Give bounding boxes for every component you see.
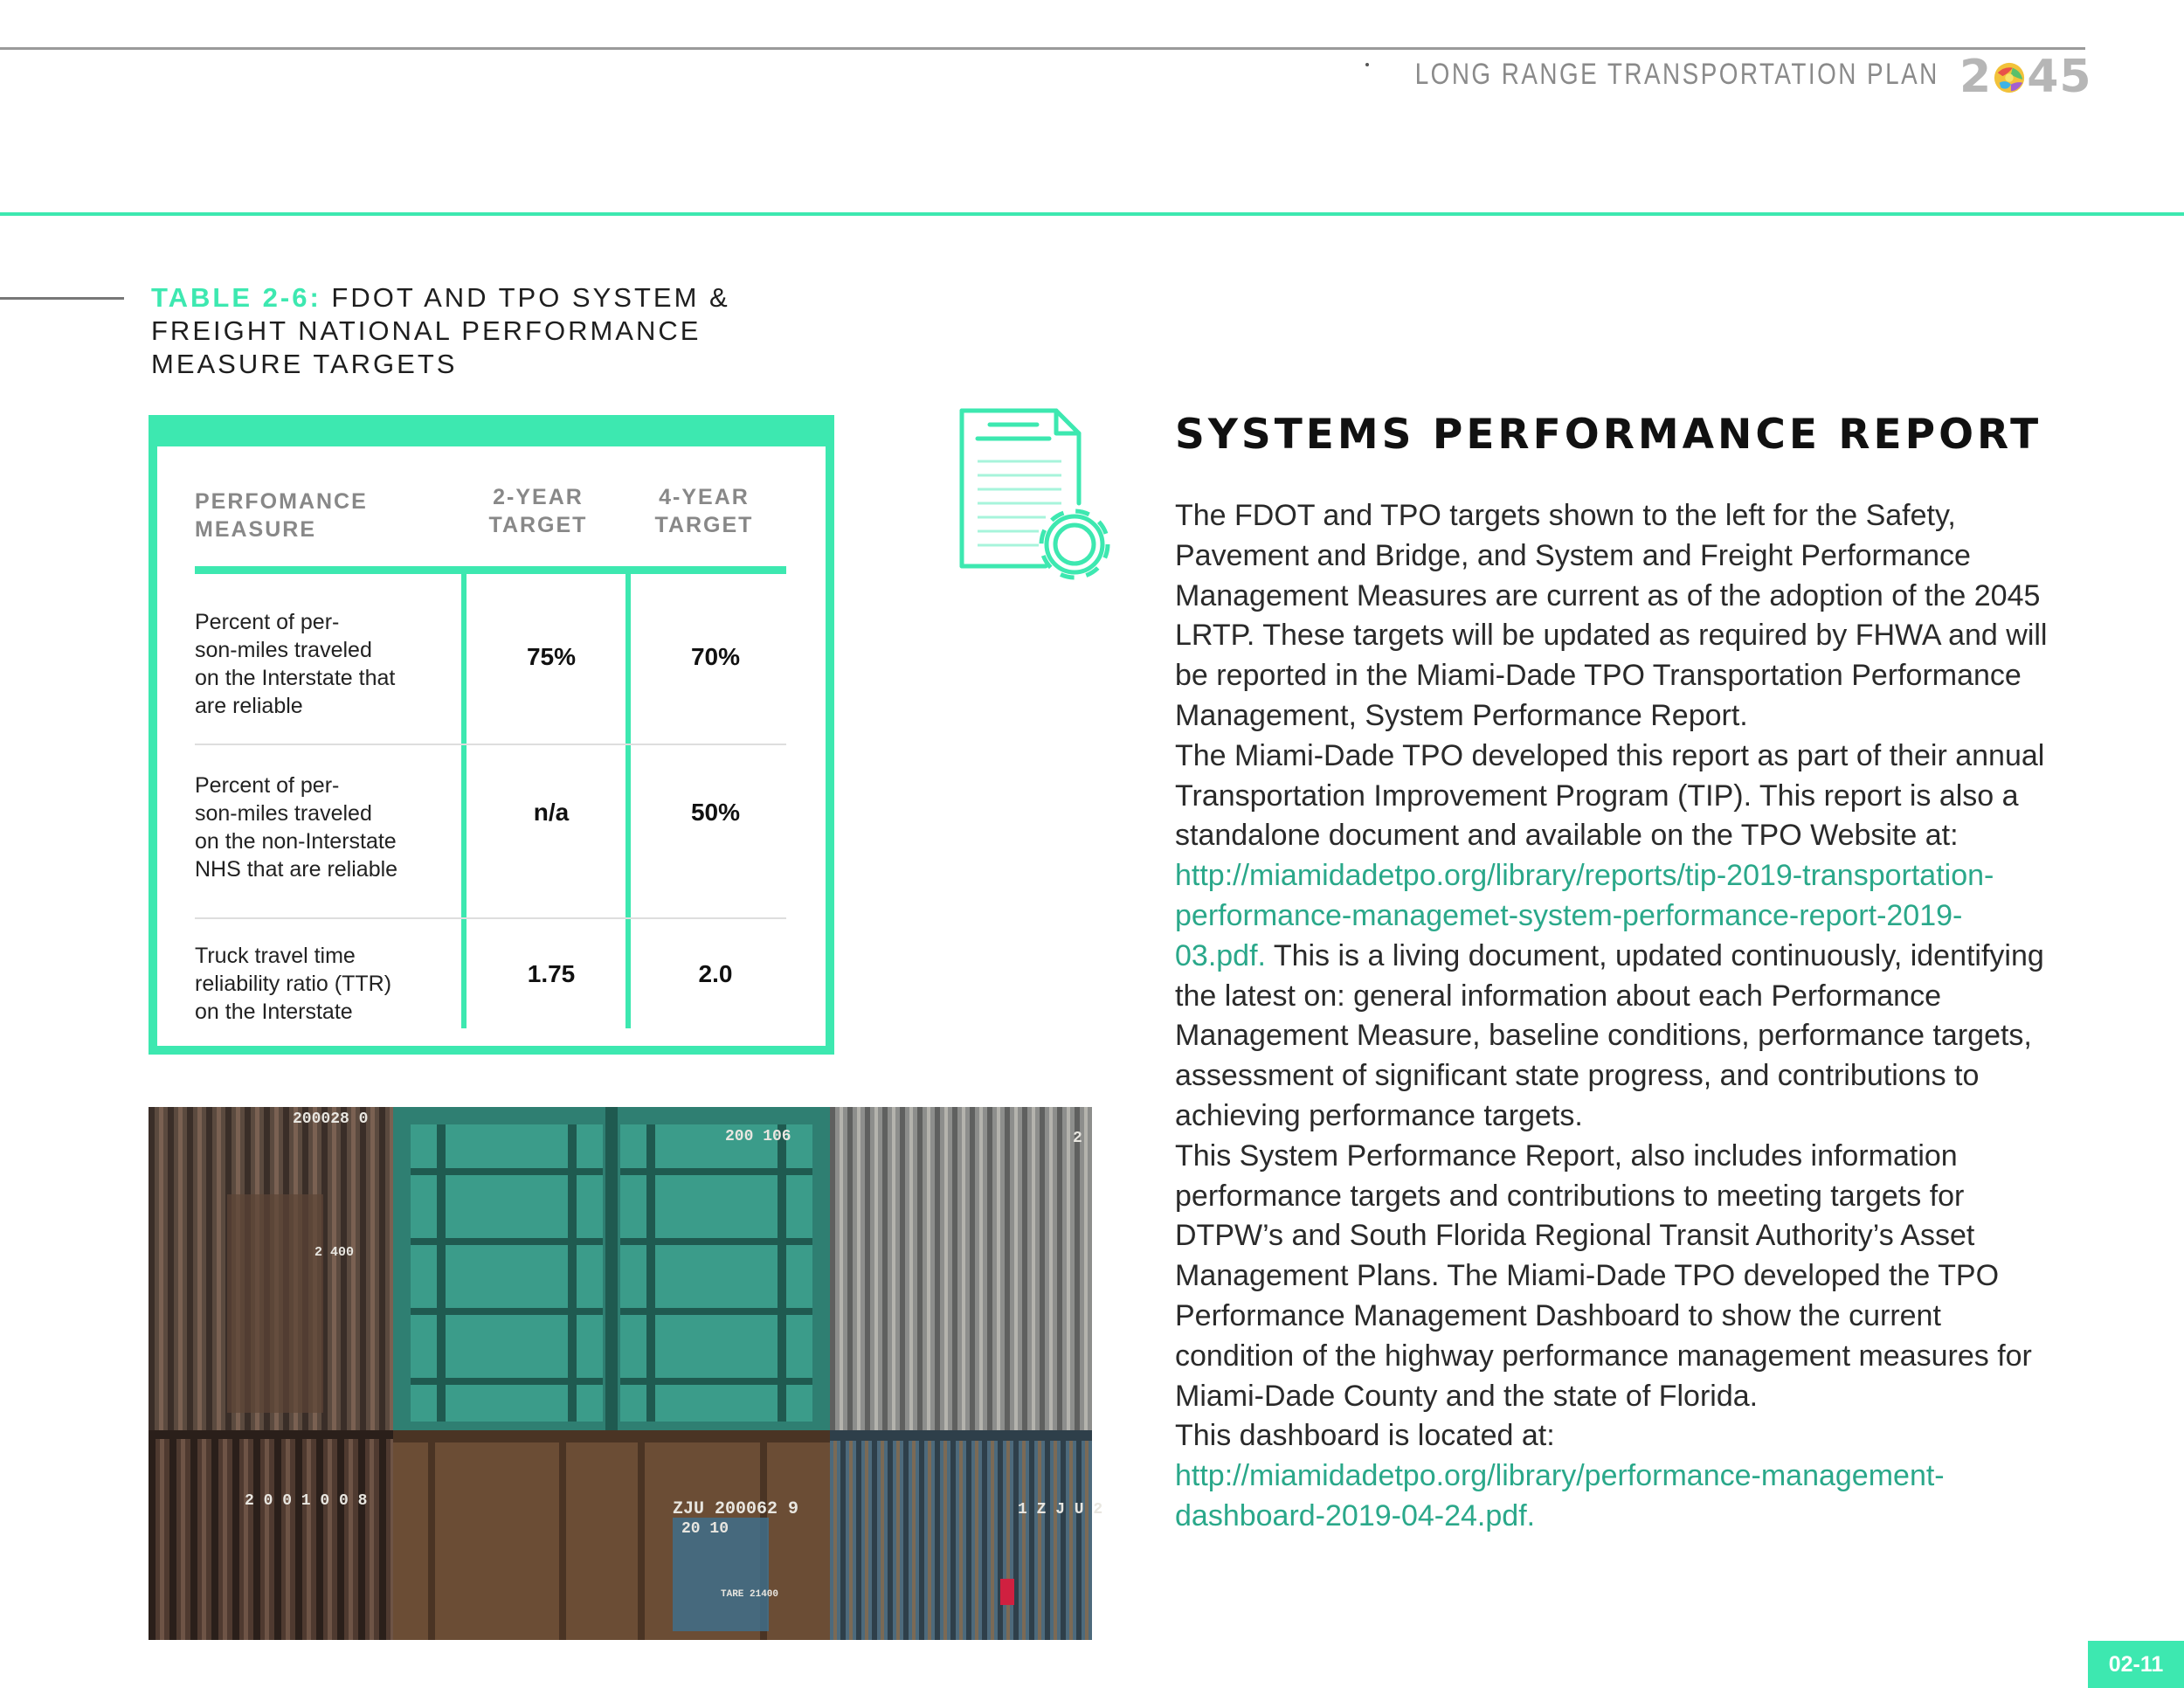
container-marking: 200028 0	[293, 1110, 369, 1128]
table-caption	[151, 281, 815, 381]
column-header-measure	[195, 488, 368, 543]
table-caption-label: TABLE 2-6:	[151, 282, 321, 313]
container-marking: 20 10	[681, 1520, 729, 1538]
report-paragraph-3: This System Performance Report, also includes information performance targets and contributions to meeting targets for DTPW’s and South Florida Regional Transit Authority’s Asset Management Plans. The Miami-Dade TPO developed the TPO Performance Management Dashboard to show the current condition of the highway performance management measures for Miami-Dade County and the state of Florida.	[1175, 1138, 2032, 1413]
column-header-line: TARGET	[654, 513, 754, 537]
table-caption-text: FDOT AND TPO SYSTEM & FREIGHT NATIONAL PERFORMANCE MEASURE TARGETS	[151, 282, 730, 379]
table-row-1-2-year-target: 75%	[526, 643, 577, 670]
table-row-1-measure	[195, 608, 448, 720]
container-marking: 1 Z J U 2	[1018, 1501, 1103, 1519]
header-dot	[1365, 63, 1369, 66]
dashboard-link[interactable]: http://miamidadetpo.org/library/performance-management-dashboard-2019-04-24.pdf.	[1175, 1459, 1945, 1532]
container-marking: TARE 21400	[721, 1589, 779, 1600]
column-header-line: MEASURE	[195, 517, 317, 542]
measure-line: Percent of per-	[195, 610, 340, 634]
report-heading: SYSTEMS PERFORMANCE REPORT	[1175, 411, 2042, 459]
row-divider	[195, 917, 786, 919]
report-text: This dashboard is located at:	[1175, 1419, 1555, 1453]
page-number: 02-11	[2088, 1641, 2184, 1688]
container-marking: 2	[1073, 1130, 1082, 1147]
header-year-logo	[1959, 51, 2092, 103]
report-text: This is a living document, updated continuously, identifying the latest on: general information about each Performance Management Measure, baseline conditions, performance targets, assessment of significant state progress, and contributions to achieving performance targets.	[1175, 938, 2044, 1132]
container-marking: 2 0 0 1 0 0 8	[245, 1492, 368, 1510]
measure-line: Truck travel time	[195, 944, 356, 968]
table-row-3-4-year-target: 2.0	[698, 960, 733, 987]
measure-line: on the Interstate	[195, 1000, 353, 1024]
container-marking: 2 400	[314, 1245, 355, 1260]
row-divider	[195, 744, 786, 745]
table-row-2-2-year-target: n/a	[533, 799, 570, 826]
measure-line: Percent of per-	[195, 773, 340, 798]
report-body	[1175, 496, 2049, 1537]
measure-line: son-miles traveled	[195, 638, 372, 662]
header-title: LONG RANGE TRANSPORTATION PLAN	[1414, 58, 1939, 91]
report-paragraph-1: The FDOT and TPO targets shown to the left for the Safety, Pavement and Bridge, and System and Freight Performance Management Measures are current as of the adoption of the 2045 LRTP. These targets will be updated as required by FHWA and will be reported in the Miami-Dade TPO Transportation Performance Management, System Performance Report.	[1175, 499, 2048, 732]
table-row-2-4-year-target: 50%	[690, 799, 741, 826]
container-marking: 200 106	[725, 1128, 791, 1145]
report-paragraph-2	[1175, 737, 2049, 1137]
measure-line: reliability ratio (TTR)	[195, 972, 392, 996]
measure-line: on the Interstate that	[195, 666, 396, 690]
measure-line: on the non-Interstate	[195, 829, 397, 854]
report-paragraph-4	[1175, 1416, 2049, 1536]
tip-report-link[interactable]: http://miamidadetpo.org/library/reports/tip-2019-transportation-performance-managemet-system-performance-report-2019-03.pdf.	[1175, 859, 1994, 972]
container-marking: ZJU 200062 9	[673, 1499, 799, 1519]
column-header-line: 2-YEAR	[493, 485, 584, 509]
column-header-line: PERFOMANCE	[195, 489, 368, 514]
caption-lead-rule	[0, 297, 124, 300]
table-header-rule	[195, 566, 786, 574]
table-row-3-2-year-target: 1.75	[527, 960, 576, 987]
document-gear-icon	[958, 407, 1117, 587]
column-divider	[461, 574, 467, 1028]
column-header-2-year	[464, 483, 612, 539]
column-header-4-year	[630, 483, 778, 539]
measure-line: son-miles traveled	[195, 801, 372, 826]
table-row-3-measure	[195, 942, 448, 1026]
table-row-2-measure	[195, 771, 448, 883]
year-suffix: 45	[2027, 51, 2092, 103]
measure-line: are reliable	[195, 694, 303, 718]
shipping-containers-photo	[149, 1107, 1103, 1640]
column-header-line: 4-YEAR	[659, 485, 750, 509]
report-text: The Miami-Dade TPO developed this report as part of their annual Transportation Improvement Program (TIP). This report is also a standalone document and available on the TPO Website at:	[1175, 738, 2045, 853]
column-header-line: TARGET	[488, 513, 588, 537]
accent-rule	[0, 212, 2184, 216]
globe-logo-icon	[1993, 61, 2026, 94]
measure-line: NHS that are reliable	[195, 857, 398, 882]
header-rule	[0, 47, 2085, 50]
table-row-1-4-year-target: 70%	[690, 643, 741, 670]
year-prefix: 2	[1959, 51, 1993, 103]
